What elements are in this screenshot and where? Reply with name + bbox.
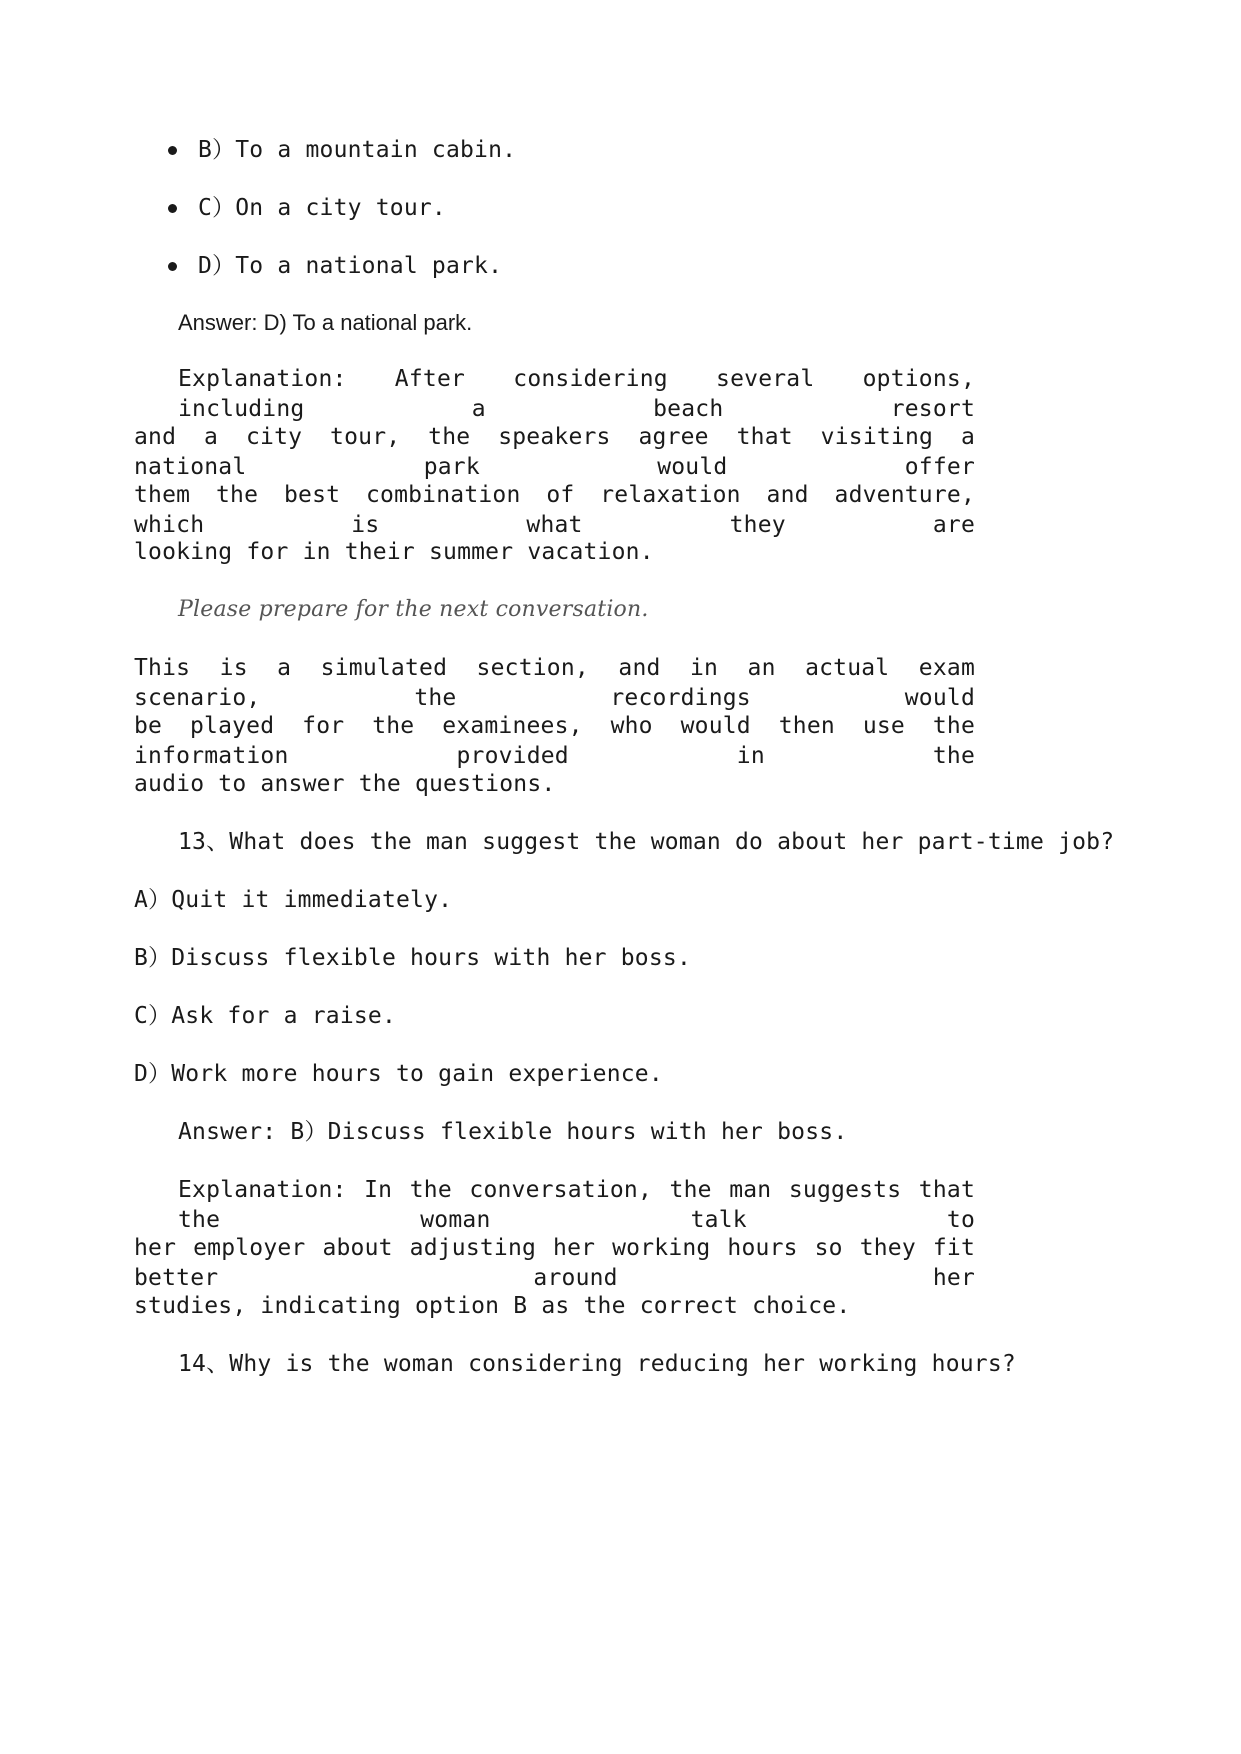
- bullet-icon: [168, 262, 177, 271]
- bullet-icon: [168, 146, 177, 155]
- simulation-note-line-1: This is a simulated section, and in an actual exam scenario, the recordings would: [134, 655, 975, 711]
- q13-option-b: B）Discuss flexible hours with her boss.: [134, 945, 691, 971]
- q13-answer: Answer: B）Discuss flexible hours with her boss.: [178, 1119, 848, 1145]
- option-c-item: C）On a city tour.: [198, 195, 446, 221]
- q13-option-d: D）Work more hours to gain experience.: [134, 1061, 663, 1087]
- q13-explanation-line-3: studies, indicating option B as the correct choice.: [134, 1293, 851, 1319]
- q13-question: 13、What does the man suggest the woman do about her part-time job?: [178, 829, 1115, 855]
- simulation-note-line-3: audio to answer the questions.: [134, 771, 556, 797]
- q12-explanation-line-3: them the best combination of relaxation and adventure, which is what they are: [134, 482, 975, 538]
- q12-explanation-line-1: Explanation: After considering several options, including a beach resort: [178, 366, 975, 422]
- q12-explanation-line-4: looking for in their summer vacation.: [134, 539, 654, 565]
- option-b-item: B）To a mountain cabin.: [198, 137, 517, 163]
- bullet-icon: [168, 204, 177, 213]
- q12-explanation-line-2: and a city tour, the speakers agree that visiting a national park would offer: [134, 424, 975, 480]
- q13-explanation-line-2: her employer about adjusting her working hours so they fit better around her: [134, 1235, 975, 1291]
- q14-question: 14、Why is the woman considering reducing her working hours?: [178, 1351, 1016, 1377]
- q12-answer: Answer: D) To a national park.: [178, 310, 473, 335]
- q13-explanation-line-1: Explanation: In the conversation, the man suggests that the woman talk to: [178, 1177, 975, 1233]
- simulation-note-line-2: be played for the examinees, who would then use the information provided in the: [134, 713, 975, 769]
- next-conversation-prompt: Please prepare for the next conversation.: [178, 597, 649, 622]
- option-d-item: D）To a national park.: [198, 253, 503, 279]
- q13-option-a: A）Quit it immediately.: [134, 887, 453, 913]
- q13-option-c: C）Ask for a raise.: [134, 1003, 397, 1029]
